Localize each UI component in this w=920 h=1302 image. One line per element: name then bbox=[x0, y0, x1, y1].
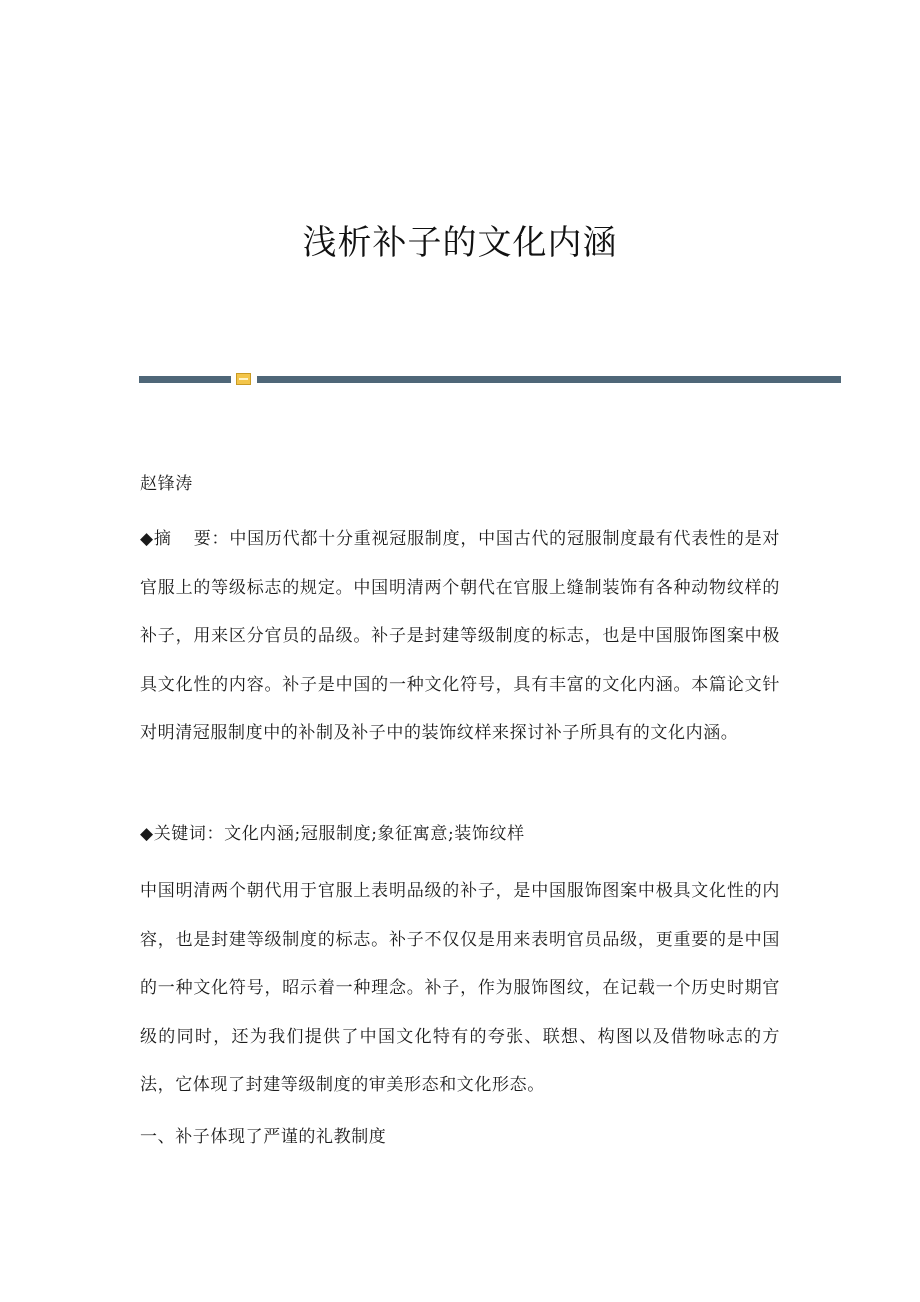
divider-ornament-icon bbox=[236, 373, 251, 385]
section-heading: 一、补子体现了严谨的礼教制度 bbox=[140, 1127, 387, 1147]
title-divider bbox=[139, 373, 841, 385]
keywords-text: 文化内涵;冠服制度;象征寓意;装饰纹样 bbox=[224, 824, 525, 844]
divider-left-bar bbox=[139, 376, 231, 383]
body-paragraph: 中国明清两个朝代用于官服上表明品级的补子，是中国服饰图案中极具文化性的内容，也是封建等级制度的标志。补子不仅仅是用来表明官员品级，更重要的是中国的一种文化符号，昭示着一种理念。补子，作为服饰图纹，在记载一个历史时期官级的同时，还为我们提供了中国文化特有的夸张、联想、构图以及借物咏志的方法，它体现了封建等级制度的审美形态和文化形态。 bbox=[140, 881, 780, 1096]
keywords-label: 关键词： bbox=[153, 824, 225, 844]
document-title: 浅析补子的文化内涵 bbox=[302, 223, 618, 263]
keywords-bullet-icon: ◆ bbox=[140, 824, 154, 844]
author-name: 赵锋涛 bbox=[140, 474, 193, 494]
abstract-paragraph bbox=[140, 515, 780, 758]
divider-right-bar bbox=[257, 376, 841, 383]
abstract-label-part1: 摘 bbox=[153, 529, 172, 549]
abstract-text: 中国历代都十分重视冠服制度，中国古代的冠服制度最有代表性的是对官服上的等级标志的规定。中国明清两个朝代在官服上缝制装饰有各种动物纹样的补子，用来区分官员的品级。补子是封建等级制度的标志，也是中国服饰图案中极具文化性的内容。补子是中国的一种文化符号，具有丰富的文化内涵。本篇论文针对明清冠服制度中的补制及补子中的装饰纹样来探讨补子所具有的文化内涵。 bbox=[140, 529, 780, 744]
abstract-bullet-icon: ◆ bbox=[140, 529, 154, 549]
abstract-label-part2: 要： bbox=[193, 529, 230, 549]
keywords-paragraph bbox=[140, 810, 780, 859]
